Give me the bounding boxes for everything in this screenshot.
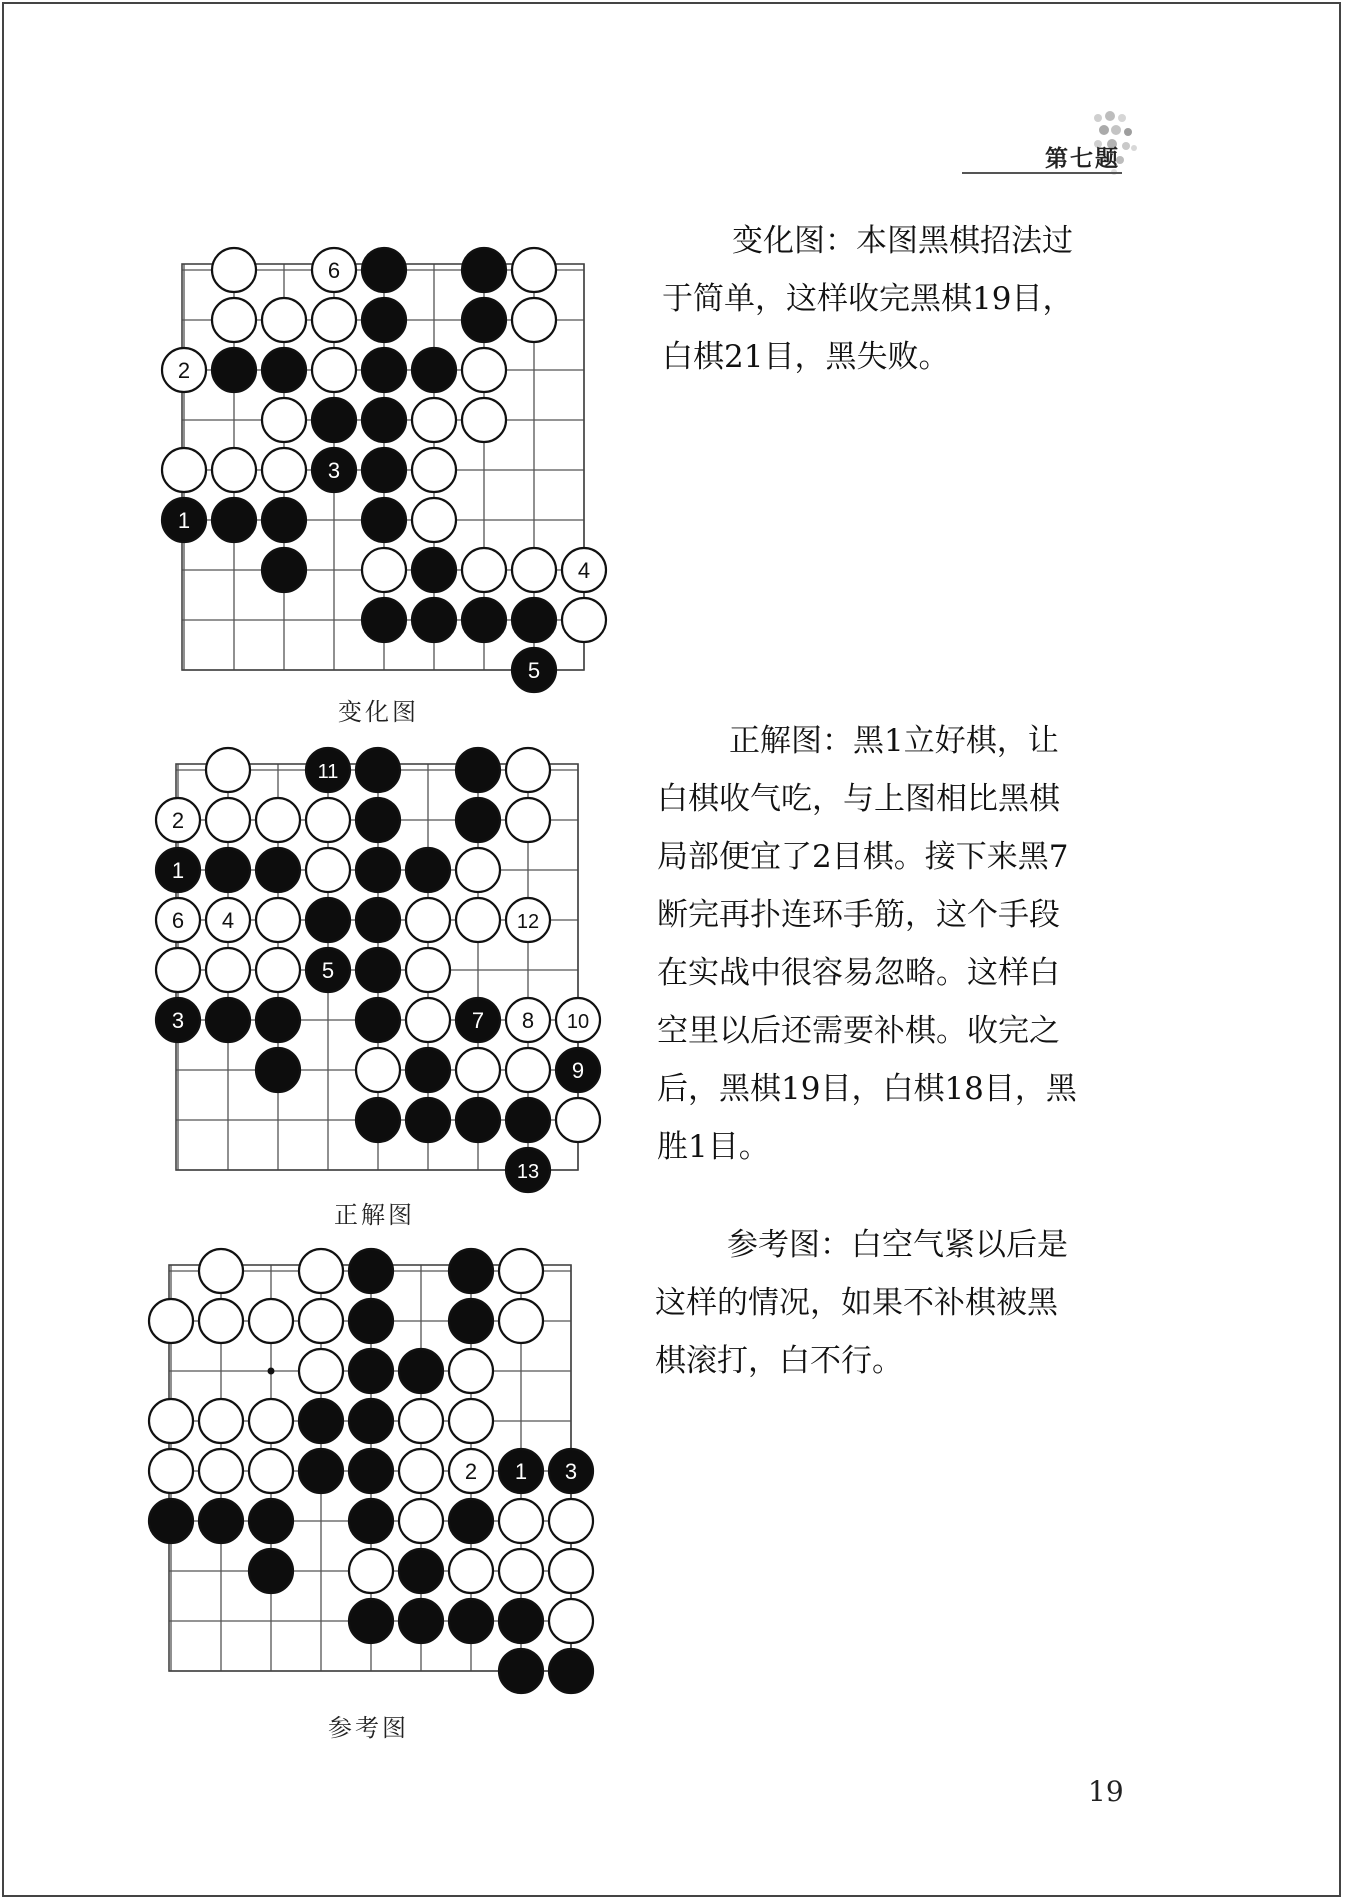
text-line: 正解图：黑1立好棋，让	[729, 723, 1059, 759]
move-number: 6	[327, 258, 341, 283]
go-board-zhengjie	[152, 744, 602, 1194]
black-stone	[362, 598, 406, 642]
black-stone	[256, 998, 300, 1042]
caption-cankao: 参考图	[328, 1714, 409, 1742]
white-stone	[449, 1549, 493, 1593]
white-stone	[162, 448, 206, 492]
text-line: 白棋收气吃，与上图相比黑棋	[657, 781, 1060, 817]
text-line: 参考图：白空气紧以后是	[727, 1227, 1068, 1263]
black-stone	[349, 1349, 393, 1393]
black-stone	[412, 548, 456, 592]
white-stone	[549, 1549, 593, 1593]
white-stone	[206, 898, 250, 942]
black-stone	[212, 498, 256, 542]
white-stone	[506, 998, 550, 1042]
black-stone	[399, 1549, 443, 1593]
paragraph-bianhua	[662, 212, 1132, 386]
star-point	[268, 1368, 275, 1375]
black-stone	[349, 1249, 393, 1293]
black-stone	[306, 748, 350, 792]
white-stone	[199, 1299, 243, 1343]
go-board-bianhua	[158, 244, 608, 694]
white-stone	[399, 1499, 443, 1543]
caption-zhengjie: 正解图	[334, 1201, 415, 1229]
white-stone	[256, 898, 300, 942]
white-stone	[149, 1399, 193, 1443]
move-number: 4	[577, 558, 591, 583]
black-stone	[349, 1599, 393, 1643]
black-stone	[206, 848, 250, 892]
black-stone	[456, 798, 500, 842]
white-stone	[206, 748, 250, 792]
board-svg	[158, 244, 608, 694]
white-stone	[499, 1549, 543, 1593]
white-stone	[256, 798, 300, 842]
page-number: 19	[1088, 1775, 1124, 1808]
black-stone	[256, 1048, 300, 1092]
white-stone	[249, 1449, 293, 1493]
black-stone	[349, 1399, 393, 1443]
white-stone	[406, 898, 450, 942]
go-board-cankao	[145, 1245, 595, 1695]
white-stone	[556, 998, 600, 1042]
white-stone	[212, 448, 256, 492]
white-stone	[562, 598, 606, 642]
white-stone	[262, 298, 306, 342]
white-stone	[449, 1349, 493, 1393]
section-title: 第七题	[1045, 145, 1120, 172]
black-stone	[356, 948, 400, 992]
black-stone	[162, 498, 206, 542]
move-number: 2	[464, 1459, 478, 1484]
white-stone	[456, 898, 500, 942]
white-stone	[456, 1048, 500, 1092]
white-stone	[412, 448, 456, 492]
black-stone	[362, 448, 406, 492]
white-stone	[312, 348, 356, 392]
move-number: 1	[177, 508, 191, 533]
black-stone	[406, 1098, 450, 1142]
white-stone	[162, 348, 206, 392]
black-stone	[212, 348, 256, 392]
white-stone	[462, 348, 506, 392]
white-stone	[349, 1549, 393, 1593]
white-stone	[156, 948, 200, 992]
white-stone	[306, 798, 350, 842]
black-stone	[462, 248, 506, 292]
black-stone	[449, 1299, 493, 1343]
move-number: 5	[527, 658, 541, 683]
black-stone	[399, 1599, 443, 1643]
white-stone	[306, 848, 350, 892]
black-stone	[449, 1499, 493, 1543]
black-stone	[506, 1148, 550, 1192]
black-stone	[499, 1449, 543, 1493]
text-line: 棋滚打，白不行。	[655, 1343, 903, 1379]
white-stone	[512, 548, 556, 592]
black-stone	[506, 1098, 550, 1142]
white-stone	[312, 298, 356, 342]
black-stone	[356, 1098, 400, 1142]
black-stone	[249, 1549, 293, 1593]
black-stone	[549, 1649, 593, 1693]
black-stone	[349, 1299, 393, 1343]
white-stone	[449, 1449, 493, 1493]
move-number: 1	[514, 1459, 528, 1484]
white-stone	[362, 548, 406, 592]
text-line: 变化图：本图黑棋招法过	[732, 223, 1073, 259]
black-stone	[299, 1399, 343, 1443]
black-stone	[349, 1449, 393, 1493]
white-stone	[412, 498, 456, 542]
white-stone	[199, 1249, 243, 1293]
black-stone	[356, 748, 400, 792]
black-stone	[456, 748, 500, 792]
white-stone	[356, 1048, 400, 1092]
black-stone	[262, 348, 306, 392]
white-stone	[149, 1299, 193, 1343]
black-stone	[306, 948, 350, 992]
move-number: 12	[516, 911, 540, 933]
black-stone	[312, 398, 356, 442]
white-stone	[562, 548, 606, 592]
black-stone	[356, 798, 400, 842]
white-stone	[149, 1449, 193, 1493]
white-stone	[506, 798, 550, 842]
black-stone	[362, 248, 406, 292]
black-stone	[356, 898, 400, 942]
move-number: 13	[516, 1161, 540, 1183]
black-stone	[556, 1048, 600, 1092]
board-svg	[152, 744, 602, 1194]
white-stone	[299, 1249, 343, 1293]
black-stone	[512, 648, 556, 692]
black-stone	[312, 448, 356, 492]
caption-bianhua: 变化图	[338, 698, 419, 726]
white-stone	[506, 748, 550, 792]
black-stone	[462, 598, 506, 642]
white-stone	[199, 1449, 243, 1493]
move-number: 6	[171, 908, 185, 933]
black-stone	[156, 998, 200, 1042]
black-stone	[362, 498, 406, 542]
white-stone	[212, 298, 256, 342]
white-stone	[456, 848, 500, 892]
black-stone	[406, 1048, 450, 1092]
black-stone	[499, 1649, 543, 1693]
move-number: 1	[171, 858, 185, 883]
board-svg	[145, 1245, 595, 1695]
white-stone	[549, 1499, 593, 1543]
move-number: 7	[471, 1008, 485, 1033]
white-stone	[499, 1249, 543, 1293]
white-stone	[256, 948, 300, 992]
black-stone	[412, 598, 456, 642]
black-stone	[406, 848, 450, 892]
white-stone	[499, 1299, 543, 1343]
black-stone	[449, 1249, 493, 1293]
text-line: 空里以后还需要补棋。收完之	[657, 1013, 1060, 1049]
black-stone	[349, 1499, 393, 1543]
black-stone	[149, 1499, 193, 1543]
black-stone	[299, 1449, 343, 1493]
move-number: 2	[171, 808, 185, 833]
black-stone	[256, 848, 300, 892]
white-stone	[262, 448, 306, 492]
black-stone	[156, 848, 200, 892]
white-stone	[399, 1399, 443, 1443]
black-stone	[362, 298, 406, 342]
move-number: 3	[564, 1459, 578, 1484]
white-stone	[506, 898, 550, 942]
white-stone	[206, 798, 250, 842]
move-number: 3	[327, 458, 341, 483]
black-stone	[199, 1499, 243, 1543]
move-number: 2	[177, 358, 191, 383]
white-stone	[406, 948, 450, 992]
text-line: 后，黑棋19目，白棋18目，黑	[657, 1071, 1077, 1107]
text-line: 胜1目。	[657, 1129, 770, 1165]
black-stone	[456, 1098, 500, 1142]
text-line: 局部便宜了2目棋。接下来黑7	[657, 839, 1069, 875]
move-number: 3	[171, 1008, 185, 1033]
black-stone	[412, 348, 456, 392]
black-stone	[262, 548, 306, 592]
white-stone	[406, 998, 450, 1042]
white-stone	[299, 1349, 343, 1393]
white-stone	[449, 1399, 493, 1443]
black-stone	[306, 898, 350, 942]
white-stone	[156, 898, 200, 942]
white-stone	[212, 248, 256, 292]
move-number: 11	[317, 761, 339, 783]
move-number: 4	[221, 908, 235, 933]
white-stone	[512, 248, 556, 292]
white-stone	[512, 298, 556, 342]
black-stone	[362, 398, 406, 442]
paragraph-zhengjie	[657, 712, 1127, 1176]
black-stone	[462, 298, 506, 342]
text-line: 断完再扑连环手筋，这个手段	[657, 897, 1060, 933]
white-stone	[262, 398, 306, 442]
black-stone	[549, 1449, 593, 1493]
black-stone	[206, 998, 250, 1042]
black-stone	[499, 1599, 543, 1643]
move-number: 9	[571, 1058, 585, 1083]
black-stone	[456, 998, 500, 1042]
move-number: 10	[566, 1011, 590, 1033]
white-stone	[199, 1399, 243, 1443]
white-stone	[462, 548, 506, 592]
white-stone	[312, 248, 356, 292]
paragraph-cankao	[655, 1216, 1125, 1390]
black-stone	[399, 1349, 443, 1393]
black-stone	[356, 848, 400, 892]
white-stone	[299, 1299, 343, 1343]
black-stone	[356, 998, 400, 1042]
white-stone	[499, 1499, 543, 1543]
white-stone	[399, 1449, 443, 1493]
white-stone	[549, 1599, 593, 1643]
white-stone	[249, 1299, 293, 1343]
text-line: 在实战中很容易忽略。这样白	[657, 955, 1060, 991]
black-stone	[262, 498, 306, 542]
text-line: 白棋21目，黑失败。	[662, 339, 950, 375]
white-stone	[462, 398, 506, 442]
white-stone	[556, 1098, 600, 1142]
header-rule	[962, 172, 1122, 174]
black-stone	[362, 348, 406, 392]
text-line: 于简单，这样收完黑棋19目，	[662, 281, 1074, 317]
move-number: 8	[521, 1008, 535, 1033]
white-stone	[206, 948, 250, 992]
white-stone	[412, 398, 456, 442]
black-stone	[512, 598, 556, 642]
white-stone	[249, 1399, 293, 1443]
black-stone	[449, 1599, 493, 1643]
white-stone	[156, 798, 200, 842]
text-line: 这样的情况，如果不补棋被黑	[655, 1285, 1058, 1321]
move-number: 5	[321, 958, 335, 983]
black-stone	[249, 1499, 293, 1543]
white-stone	[506, 1048, 550, 1092]
